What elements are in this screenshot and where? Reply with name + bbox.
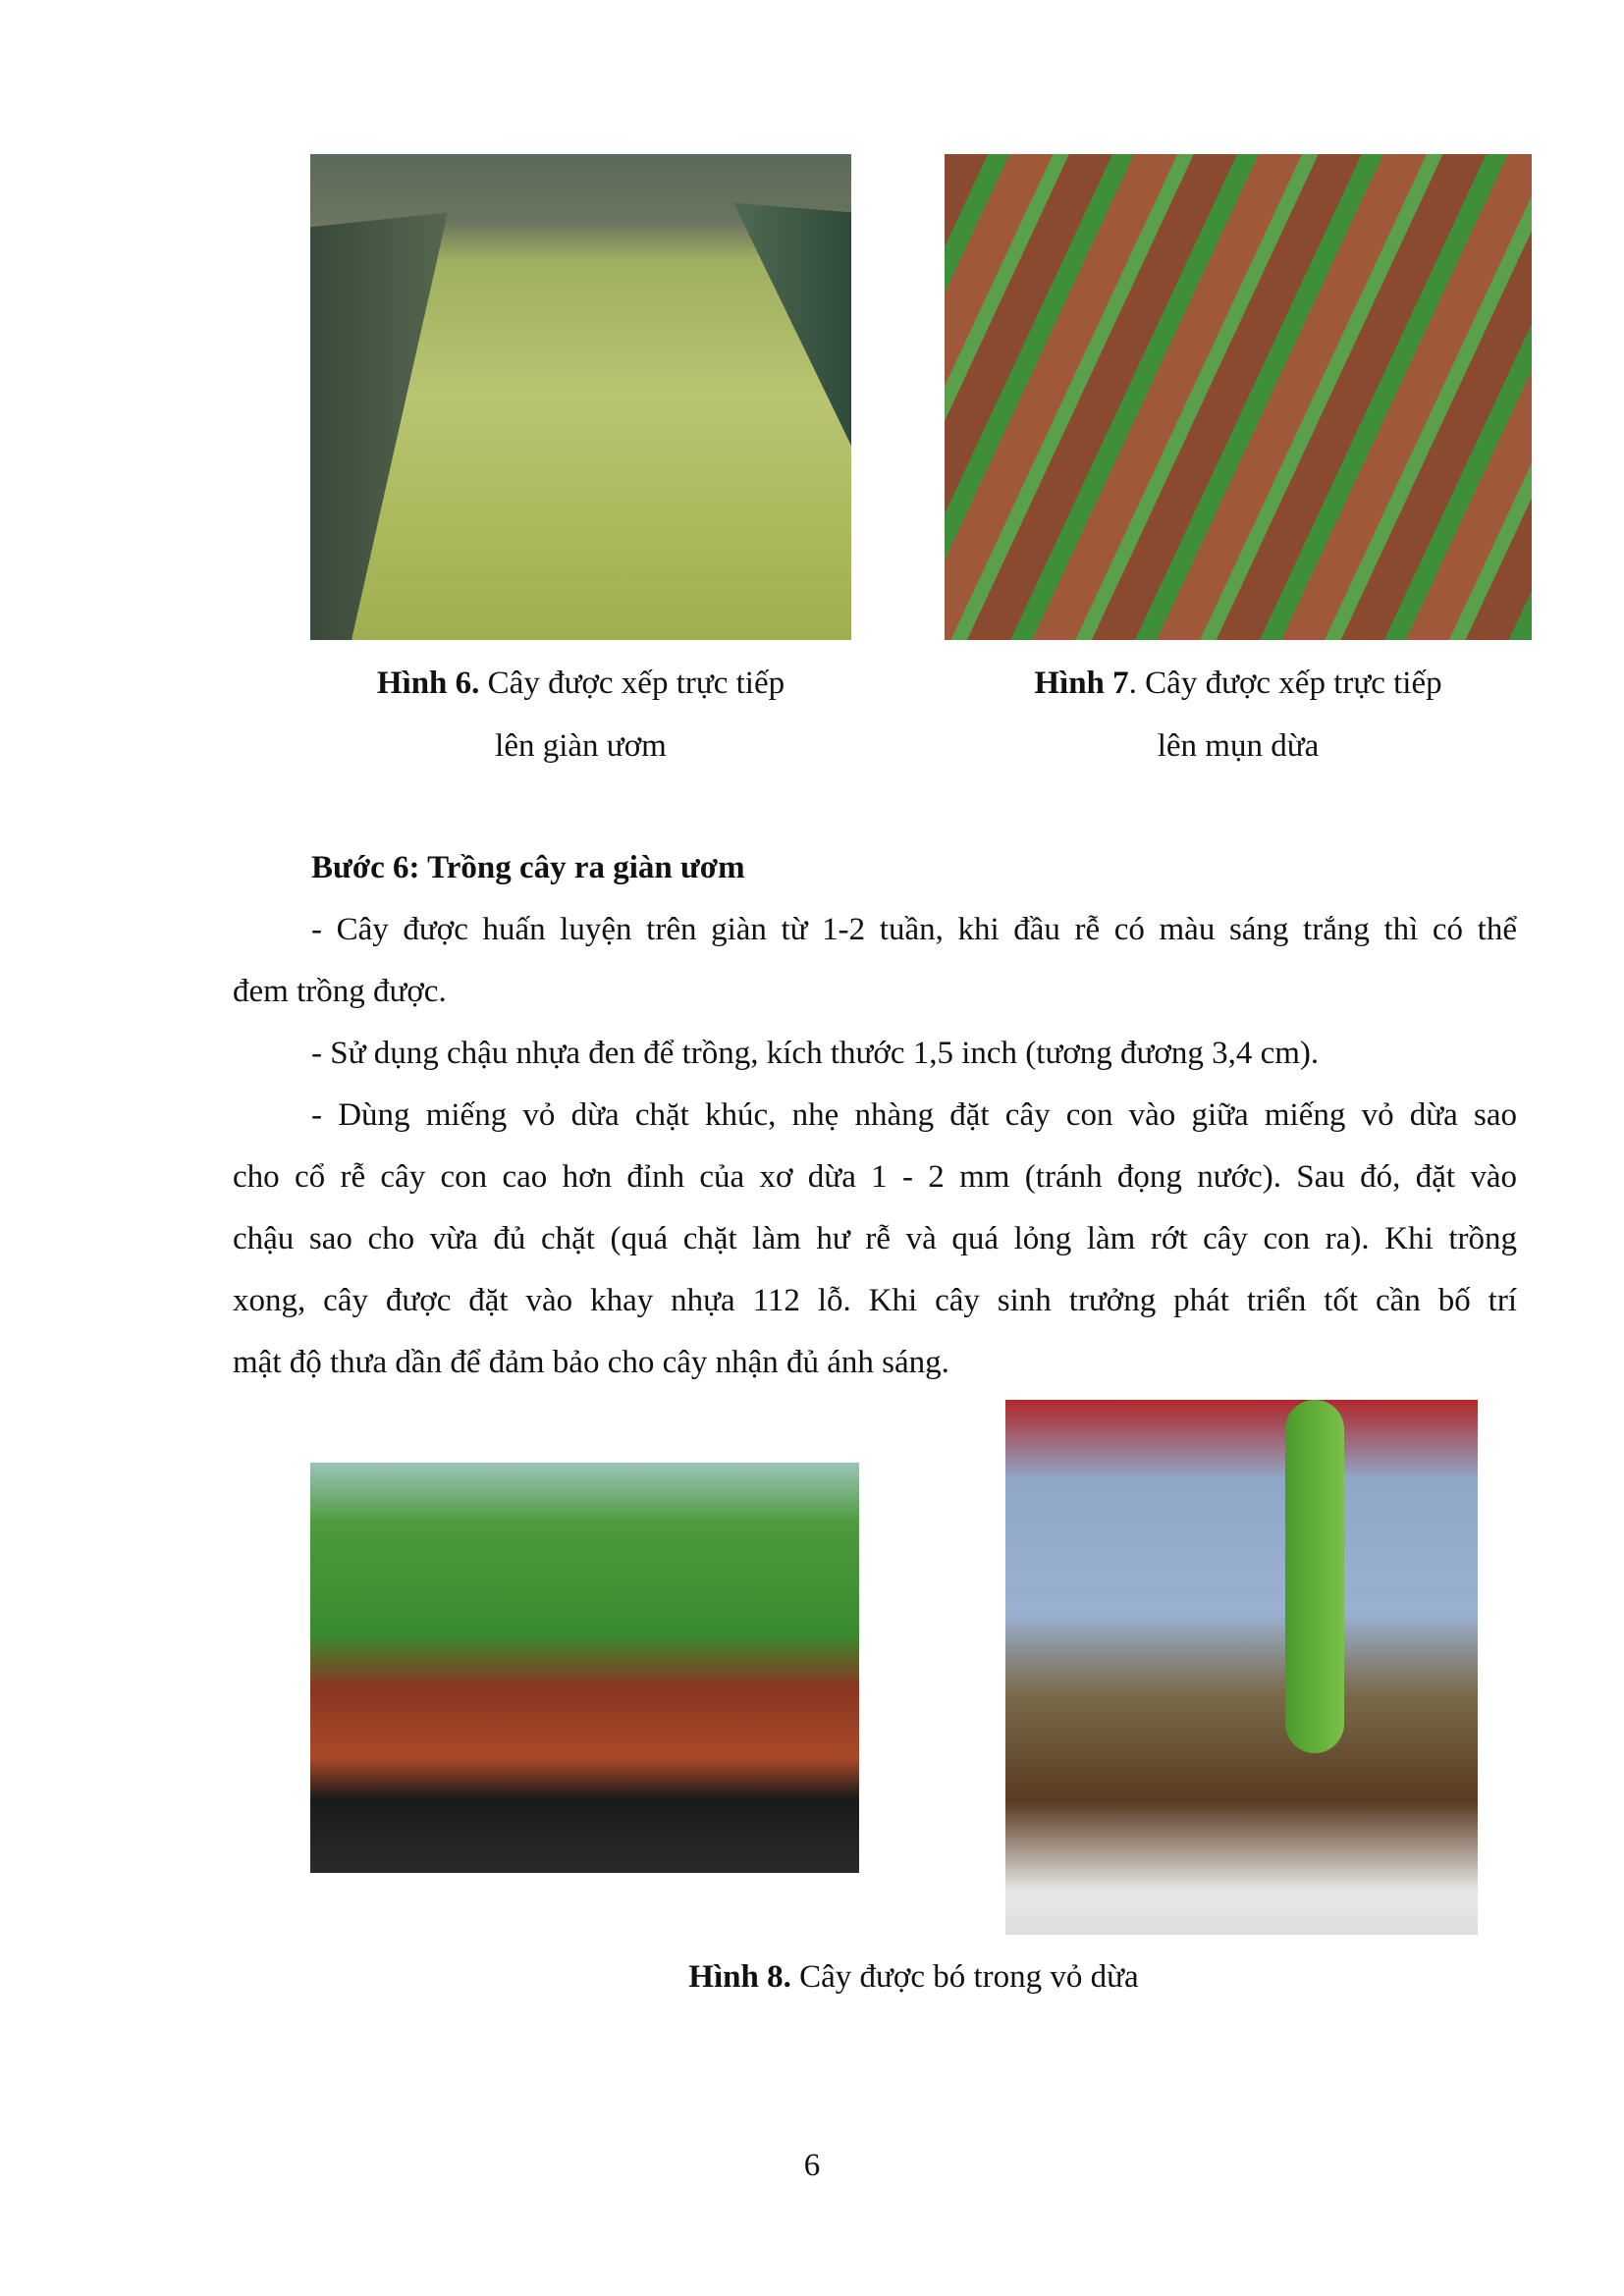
figure-8-photo-potted-seedlings (310, 1463, 859, 1873)
caption-text: . Cây được xếp trực tiếp (1128, 666, 1442, 701)
text-line: cho cổ rễ cây con cao hơn đỉnh của xơ dừa 1 - 2 mm (tránh đọng nước). Sau đó, đặt vào (233, 1159, 1517, 1195)
text-line: mật độ thưa dần để đảm bảo cho cây nhận đủ ánh sáng. (233, 1345, 949, 1380)
figure-6-caption (310, 652, 851, 777)
caption-text: Cây được bó trong vỏ dừa (790, 1959, 1139, 1995)
figure-label: Hình 8. (688, 1959, 791, 1995)
figure-label: Hình 6. (376, 666, 480, 701)
figure-label: Hình 7 (1034, 666, 1129, 701)
figure-8-photo-hand-holding-pot (1005, 1400, 1478, 1935)
text-line: xong, cây được đặt vào khay nhựa 112 lỗ. Khi cây sinh trưởng phát triển tốt cần bố trí (233, 1283, 1517, 1318)
paragraph (233, 899, 1517, 1023)
figure-7-caption (945, 652, 1532, 777)
figure-7-photo-coir-beds (945, 154, 1532, 640)
text-line: đem trồng được. (233, 974, 447, 1009)
figure-6-photo-nursery-rack (310, 154, 851, 640)
text-line: - Dùng miếng vỏ dừa chặt khúc, nhẹ nhàng đặt cây con vào giữa miếng vỏ dừa sao (311, 1097, 1517, 1133)
section-body (233, 837, 1517, 1394)
text-line: - Sử dụng chậu nhựa đen để trồng, kích thước 1,5 inch (tương đương 3,4 cm). (311, 1036, 1320, 1071)
caption-text: Cây được xếp trực tiếp (479, 666, 785, 701)
section-heading: Bước 6: Trồng cây ra giàn ươm (311, 850, 745, 885)
paragraph (233, 1023, 1517, 1085)
caption-text: lên giàn ươm (495, 728, 667, 764)
text-line: chậu sao cho vừa đủ chặt (quá chặt làm hư rễ và quá lỏng làm rớt cây con ra). Khi trồng (233, 1221, 1517, 1256)
figure-8-caption (310, 1946, 1517, 2008)
page-number: 6 (803, 2148, 821, 2183)
caption-text: lên mụn dừa (1157, 728, 1320, 764)
paragraph (233, 1085, 1517, 1394)
text-line: - Cây được huấn luyện trên giàn từ 1-2 tuần, khi đầu rễ có màu sáng trắng thì có thể (311, 912, 1517, 947)
